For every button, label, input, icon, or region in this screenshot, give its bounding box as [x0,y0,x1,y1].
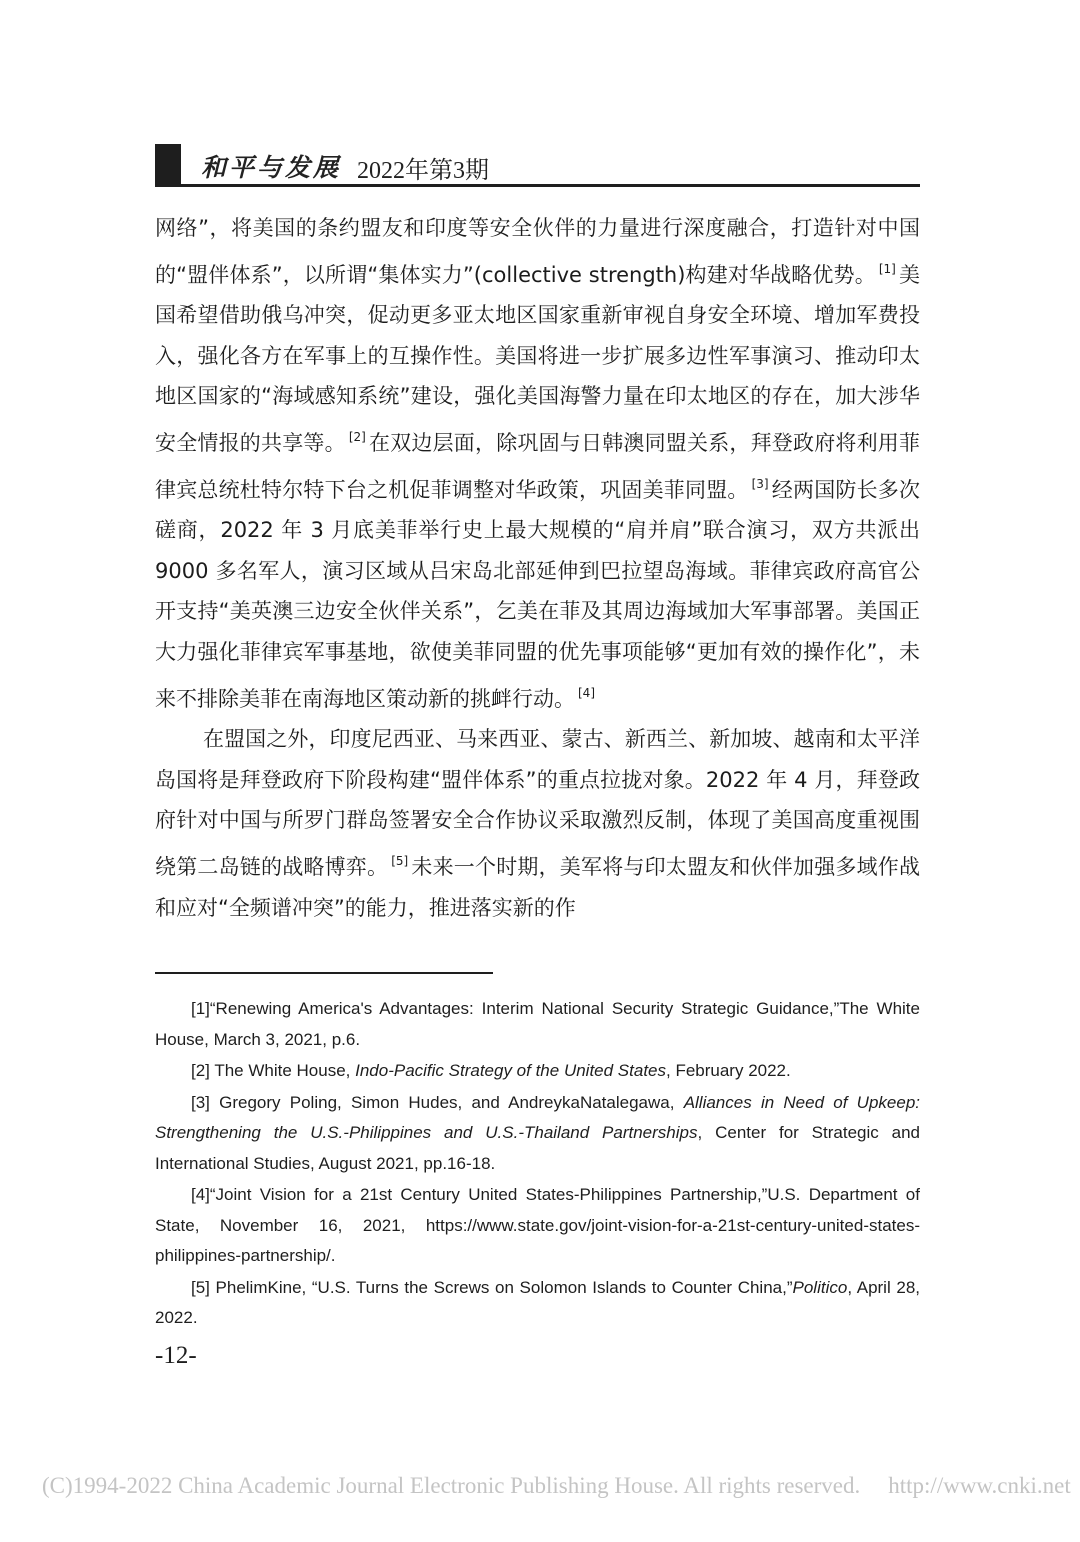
footnote-4: [4]“Joint Vision for a 21st Century United States-Philippines Partnership,”U.S. Department of State, November 16, 2021, https://www.state.gov/joint-vision-for-a-21st-century-united-states-philippines-partnership/. [155,1185,920,1265]
paragraph-2 [155,719,920,928]
footnote-ref-5[interactable]: [5] [391,853,409,868]
footnote-2-post: , February 2022. [666,1061,791,1080]
journal-title: 和平与发展 [201,153,342,182]
footnote-5-pre: [5] PhelimKine, “U.S. Turns the Screws on Solomon Islands to Counter China,” [191,1277,793,1297]
footnote-5-post: , April 28, 2022. [155,1277,921,1327]
cnki-watermark [42,1473,1078,1499]
footnote-3-post: , Center for Strategic and International Studies, August 2021, pp.16-18. [155,1123,920,1173]
paragraph-1-part-c: 在双边层面，除巩固与日韩澳同盟关系，拜登政府将利用菲律宾总统杜特尔特下台之机促菲调整对华政策，巩固美菲同盟。 [155,430,921,502]
footnote-2-title: Indo-Pacific Strategy of the United States [355,1061,666,1080]
header-black-bar [155,144,181,184]
footnote-ref-1[interactable]: [1] [878,261,896,276]
footnote-2 [155,1056,920,1087]
footnote-ref-4[interactable]: [4] [578,685,595,700]
footnote-3-pre: [3] Gregory Poling, Simon Hudes, and AndreykaNatalegawa, [191,1092,684,1112]
paragraph-1-part-a: 网络”，将美国的条约盟友和印度等安全伙伴的力量进行深度融合，打造针对中国的“盟伴体系”，以所谓“集体实力”(collective strength)构建对华战略优势。 [155,216,920,287]
footnote-separator [155,972,493,974]
footnote-3-title: Alliances in Need of Upkeep: Strengthening the U.S.-Philippines and U.S.-Thailand Partnerships [155,1092,920,1142]
issue-label: 2022年第3期 [357,158,489,184]
paragraph-1-part-b: 美国希望借助俄乌冲突，促动更多亚太地区国家重新审视自身安全环境、增加军费投入，强化各方在军事上的互操作性。美国将进一步扩展多边性军事演习、推动印太地区国家的“海域感知系统”建设，强化美国海警力量在印太地区的存在，加大涉华安全情报的共享等。 [155,262,920,455]
footnote-ref-2[interactable]: [2] [348,429,366,444]
header-rule [155,184,920,187]
footnote-5-title: Politico [792,1277,848,1297]
footnote-2-pre: [2] The White House, [191,1061,356,1080]
footnote-3 [155,1088,920,1180]
footnote-1: [1]“Renewing America's Advantages: Interim National Security Strategic Guidance,”The White House, March 3, 2021, p.6. [155,999,920,1049]
watermark-url: http://www.cnki.net [888,1473,1071,1498]
page-number: -12- [155,1342,197,1369]
watermark-copyright: (C)1994-2022 China Academic Journal Electronic Publishing House. All rights reserved. [42,1473,861,1498]
paragraph-2-part-a: 在盟国之外，印度尼西亚、马来西亚、蒙古、新西兰、新加坡、越南和太平洋岛国将是拜登政府下阶段构建“盟伴体系”的重点拉拢对象。2022 年 4 月，拜登政府针对中国与所罗门群岛签署安全合作协议采取激烈反制，体现了美国高度重视围绕第二岛链的战略博弈。 [155,727,920,879]
footnote-5 [155,1273,920,1334]
paragraph-1-part-d: 经两国防长多次磋商，2022 年 3 月底美菲举行史上最大规模的“肩并肩”联合演习，双方共派出 9000 多名军人，演习区域从吕宋岛北部延伸到巴拉望岛海域。菲律宾政府高官公开支持“美英澳三边安全伙伴关系”，乞美在菲及其周边海域加大军事部署。美国正大力强化菲律宾军事基地，欲使美菲同盟的优先事项能够“更加有效的操作化”，未来不排除美菲在南海地区策动新的挑衅行动。 [155,477,921,711]
body-text [155,208,920,928]
paragraph-2-part-b: 未来一个时期，美军将与印太盟友和伙伴加强多域作战和应对“全频谱冲突”的能力，推进落实新的作 [155,854,921,920]
paragraph-1 [155,208,920,719]
footnotes [155,994,920,1335]
running-header [155,140,920,188]
footnote-ref-3[interactable]: [3] [751,476,769,491]
